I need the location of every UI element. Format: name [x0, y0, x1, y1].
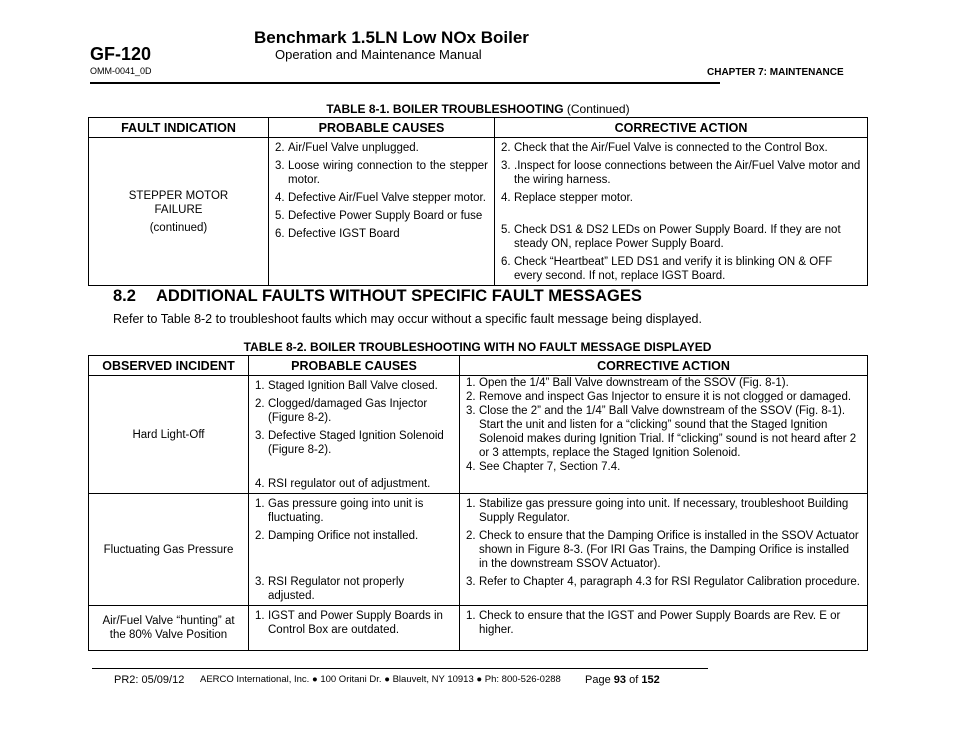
- incident-cell: Hard Light-Off: [89, 376, 249, 494]
- cause-item: [275, 227, 488, 241]
- table1-caption-title: TABLE 8-1. BOILER TROUBLESHOOTING: [326, 102, 564, 116]
- section-title: ADDITIONAL FAULTS WITHOUT SPECIFIC FAULT MESSAGES: [156, 287, 642, 305]
- actions-cell: [460, 376, 868, 494]
- header-divider: [90, 82, 720, 84]
- item-number: 4.: [501, 192, 511, 204]
- cause-item: [275, 209, 488, 223]
- header-observed-incident: OBSERVED INCIDENT: [89, 356, 249, 376]
- header-probable-causes: PROBABLE CAUSES: [269, 118, 495, 138]
- item-text: See Chapter 7, Section 7.4.: [479, 461, 621, 473]
- item-text: Stabilize gas pressure going into unit. If necessary, troubleshoot Building Supply Regulator.: [479, 498, 849, 524]
- item-text: Check to ensure that the Damping Orifice is installed in the SSOV Actuator shown in Figure 8-3. (For IRI Gas Trains, the Damping Orifice is installed in the downstream SSOV Actuator).: [479, 530, 859, 570]
- action-item: [466, 609, 861, 637]
- table2-caption: TABLE 8-2. BOILER TROUBLESHOOTING WITH NO FAULT MESSAGE DISPLAYED: [243, 340, 712, 354]
- item-text: Open the 1/4” Ball Valve downstream of the SSOV (Fig. 8-1).: [479, 377, 789, 389]
- model-number: GF-120: [90, 44, 152, 64]
- item-text: Staged Ignition Ball Valve closed.: [268, 380, 438, 392]
- item-number: 1.: [255, 610, 265, 622]
- action-item: [501, 255, 861, 283]
- item-text: Defective Staged Ignition Solenoid (Figure 8-2).: [268, 430, 444, 456]
- section-heading: [113, 287, 642, 306]
- item-number: 1.: [255, 498, 265, 510]
- item-text: Defective Air/Fuel Valve stepper motor.: [288, 192, 486, 204]
- page-number: 93: [613, 674, 627, 686]
- table-row: [89, 494, 868, 606]
- item-number: 3.: [255, 430, 265, 442]
- item-number: 6.: [501, 256, 511, 268]
- table1-caption-continued: (Continued): [566, 102, 630, 116]
- item-number: 4.: [466, 461, 476, 473]
- item-text: Refer to Chapter 4, paragraph 4.3 for RSI Regulator Calibration procedure.: [479, 576, 860, 588]
- item-number: 3.: [501, 160, 511, 172]
- manual-subtitle: Operation and Maintenance Manual: [275, 47, 482, 62]
- item-text: Replace stepper motor.: [514, 192, 633, 204]
- item-number: 1.: [255, 380, 265, 392]
- causes-cell: [269, 138, 495, 286]
- item-text: Air/Fuel Valve unplugged.: [288, 142, 419, 154]
- of-word: of: [629, 674, 639, 686]
- footer-page: [585, 674, 660, 686]
- chapter-label: CHAPTER 7: MAINTENANCE: [707, 67, 844, 78]
- fault-cell: [89, 138, 269, 286]
- item-number: 4.: [255, 478, 265, 490]
- manual-title: Benchmark 1.5LN Low NOx Boiler: [254, 28, 529, 47]
- item-text: RSI Regulator not properly adjusted.: [268, 576, 405, 602]
- action-item: [466, 376, 861, 390]
- cause-item: [255, 429, 453, 457]
- table-row: [89, 376, 868, 494]
- item-text: Defective IGST Board: [288, 228, 400, 240]
- item-text: Check to ensure that the IGST and Power Supply Boards are Rev. E or higher.: [479, 610, 841, 636]
- item-text: Loose wiring connection to the stepper motor.: [288, 160, 488, 186]
- actions-cell: [495, 138, 868, 286]
- cause-item: [275, 159, 488, 187]
- causes-cell: [249, 376, 460, 494]
- header-fault-indication: FAULT INDICATION: [89, 118, 269, 138]
- incident-cell: Fluctuating Gas Pressure: [89, 494, 249, 606]
- item-number: 2.: [275, 142, 285, 154]
- document-number: OMM-0041_0D: [90, 66, 152, 76]
- table-no-fault-message: [88, 355, 868, 651]
- cause-item: [255, 529, 453, 543]
- item-text: Check DS1 & DS2 LEDs on Power Supply Board. If they are not steady ON, replace Power Supply Board.: [514, 224, 841, 250]
- footer-company: AERCO International, Inc. ● 100 Oritani Dr. ● Blauvelt, NY 10913 ● Ph: 800-526-0288: [200, 674, 561, 685]
- item-text: Close the 2” and the 1/4” Ball Valve downstream of the SSOV (Fig. 8-1). Start the unit and listen for a “clicking” sound that the Staged Ignition Solenoid makes during Ignition Trial. If “clicking” sound is not heard after 2 or 3 attempts, replace the Staged Ignition Solenoid.: [479, 405, 857, 459]
- item-number: 3.: [466, 576, 476, 588]
- item-text: .Inspect for loose connections between the Air/Fuel Valve motor and the wiring harness.: [514, 160, 861, 186]
- page-total: 152: [641, 674, 660, 686]
- action-item: [501, 141, 861, 155]
- header-corrective-action: CORRECTIVE ACTION: [495, 118, 868, 138]
- action-item: [466, 390, 861, 404]
- item-number: 3.: [466, 405, 476, 417]
- footer-revision: PR2: 05/09/12: [114, 674, 185, 686]
- item-number: 1.: [466, 610, 476, 622]
- cause-item: [255, 397, 453, 425]
- cause-item: [255, 477, 453, 491]
- header-probable-causes: PROBABLE CAUSES: [249, 356, 460, 376]
- action-item: [501, 191, 861, 205]
- item-number: 1.: [466, 377, 476, 389]
- item-text: Gas pressure going into unit is fluctuating.: [268, 498, 424, 524]
- section-paragraph: Refer to Table 8-2 to troubleshoot faults which may occur without a specific fault message being displayed.: [113, 312, 702, 326]
- page-word: Page: [585, 674, 611, 686]
- item-number: 5.: [501, 224, 511, 236]
- action-item: [466, 460, 861, 474]
- item-text: Check that the Air/Fuel Valve is connected to the Control Box.: [514, 142, 828, 154]
- cause-item: [255, 379, 453, 393]
- action-item: [466, 497, 861, 525]
- section-number: 8.2: [113, 287, 136, 305]
- item-text: Defective Power Supply Board or fuse: [288, 210, 483, 222]
- action-item: [466, 404, 861, 460]
- fault-continued: (continued): [149, 221, 208, 234]
- footer-divider: [92, 668, 708, 669]
- header-corrective-action: CORRECTIVE ACTION: [460, 356, 868, 376]
- item-number: 1.: [466, 498, 476, 510]
- cause-item: [255, 575, 453, 603]
- fault-line: STEPPER MOTOR: [128, 189, 229, 202]
- action-item: [466, 575, 861, 589]
- item-text: Clogged/damaged Gas Injector (Figure 8-2).: [268, 398, 428, 424]
- actions-cell: [460, 606, 868, 651]
- action-item: [501, 159, 861, 187]
- item-number: 4.: [275, 192, 285, 204]
- item-number: 5.: [275, 210, 285, 222]
- action-item: [501, 223, 861, 251]
- item-number: 2.: [255, 530, 265, 542]
- item-number: 3.: [275, 160, 285, 172]
- cause-item: [255, 497, 453, 525]
- cause-item: [275, 191, 488, 205]
- item-number: 2.: [466, 391, 476, 403]
- item-text: RSI regulator out of adjustment.: [268, 478, 431, 490]
- fault-name: [89, 189, 268, 217]
- table-boiler-troubleshooting: [88, 117, 868, 286]
- item-number: 2.: [255, 398, 265, 410]
- action-item: [466, 529, 861, 571]
- incident-cell: Air/Fuel Valve “hunting” at the 80% Valve Position: [89, 606, 249, 651]
- item-number: 2.: [501, 142, 511, 154]
- causes-cell: [249, 494, 460, 606]
- actions-cell: [460, 494, 868, 606]
- table1-caption: [90, 102, 866, 116]
- item-text: Damping Orifice not installed.: [268, 530, 419, 542]
- item-number: 2.: [466, 530, 476, 542]
- item-text: Remove and inspect Gas Injector to ensure it is not clogged or damaged.: [479, 391, 852, 403]
- table-row: [89, 606, 868, 651]
- cause-item: [255, 609, 453, 637]
- cause-item: [275, 141, 488, 155]
- item-number: 6.: [275, 228, 285, 240]
- item-text: Check “Heartbeat” LED DS1 and verify it is blinking ON & OFF every second. If not, replace IGST Board.: [514, 256, 833, 282]
- item-text: IGST and Power Supply Boards in Control Box are outdated.: [268, 610, 443, 636]
- item-number: 3.: [255, 576, 265, 588]
- causes-cell: [249, 606, 460, 651]
- fault-line: FAILURE: [154, 203, 203, 216]
